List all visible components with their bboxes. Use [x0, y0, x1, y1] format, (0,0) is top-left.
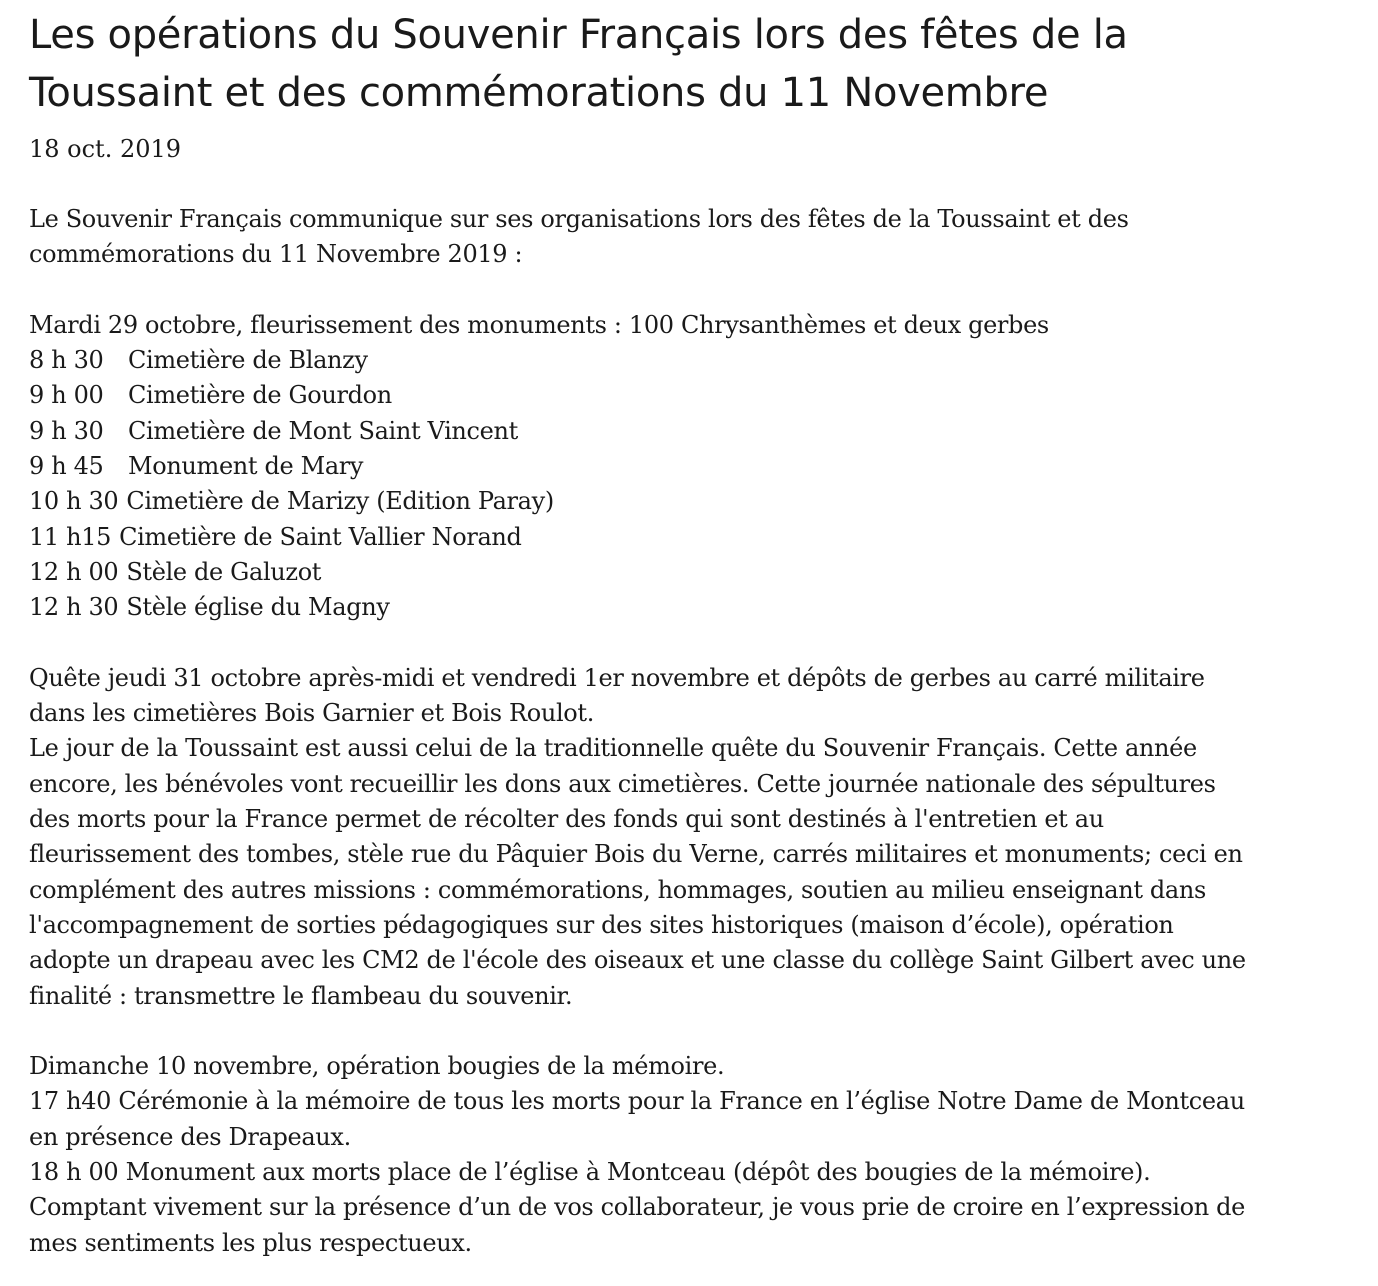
tuesday-schedule — [29, 343, 1358, 625]
text-line: des morts pour la France permet de récolter des fonds qui sont destinés à l'entretien et au — [29, 805, 1104, 834]
schedule-place: Monument de Mary — [128, 452, 364, 481]
text-line: l'accompagnement de sorties pédagogiques sur des sites historiques (maison d’école), opération — [29, 910, 1174, 939]
schedule-place: Stèle église du Magny — [126, 593, 390, 622]
schedule-place: Cimetière de Blanzy — [128, 346, 368, 375]
text-line: commémorations du 11 Novembre 2019 : — [29, 240, 523, 269]
schedule-row — [29, 484, 1358, 519]
text-line: en présence des Drapeaux. — [29, 1122, 351, 1151]
schedule-row — [29, 449, 1358, 484]
article-title-line: Les opérations du Souvenir Français lors des fêtes de la — [29, 12, 1128, 58]
schedule-time: 9 h 00 — [29, 381, 104, 410]
schedule-place: Cimetière de Marizy (Edition Paray) — [126, 487, 554, 516]
article-title — [29, 6, 1358, 122]
text-line: dans les cimetières Bois Garnier et Bois Roulot. — [29, 699, 594, 728]
schedule-place: Cimetière de Saint Vallier Norand — [119, 522, 522, 551]
schedule-time: 10 h 30 — [29, 487, 119, 516]
schedule-row — [29, 414, 1358, 449]
schedule-time: 11 h15 — [29, 522, 112, 551]
intro-paragraph — [29, 202, 1358, 273]
schedule-row — [29, 378, 1358, 413]
schedule-row — [29, 555, 1358, 590]
quete-paragraph — [29, 661, 1358, 1014]
text-line: fleurissement des tombes, stèle rue du Pâquier Bois du Verne, carrés militaires et monuments; ceci en — [29, 840, 1243, 869]
schedule-place: Cimetière de Gourdon — [128, 381, 392, 410]
text-line: complément des autres missions : commémorations, hommages, soutien au milieu enseignant dans — [29, 875, 1206, 904]
schedule-time: 9 h 30 — [29, 416, 104, 445]
text-line: finalité : transmettre le flambeau du souvenir. — [29, 981, 573, 1010]
schedule-row — [29, 590, 1358, 625]
text-line: 17 h40 Cérémonie à la mémoire de tous les morts pour la France en l’église Notre Dame de Montceau — [29, 1087, 1245, 1116]
text-line: Le Souvenir Français communique sur ses organisations lors des fêtes de la Toussaint et des — [29, 205, 1129, 233]
article-body — [29, 202, 1358, 1261]
text-line: mes sentiments les plus respectueux. — [29, 1228, 472, 1257]
article-title-line: Toussaint et des commémorations du 11 Novembre — [29, 70, 1049, 116]
sunday-paragraph — [29, 1049, 1358, 1261]
text-line: adopte un drapeau avec les CM2 de l'école des oiseaux et une classe du collège Saint Gilbert avec une — [29, 946, 1246, 975]
schedule-row — [29, 520, 1358, 555]
schedule-time: 12 h 00 — [29, 557, 119, 586]
text-line: Quête jeudi 31 octobre après-midi et vendredi 1er novembre et dépôts de gerbes au carré militaire — [29, 663, 1205, 692]
text-line: Dimanche 10 novembre, opération bougies de la mémoire. — [29, 1052, 725, 1081]
text-line: Le jour de la Toussaint est aussi celui de la traditionnelle quête du Souvenir Français. Cette année — [29, 734, 1197, 763]
text-line: encore, les bénévoles vont recueillir les dons aux cimetières. Cette journée nationale des sépultures — [29, 769, 1216, 798]
text-line: Comptant vivement sur la présence d’un de vos collaborateur, je vous prie de croire en l’expression de — [29, 1193, 1245, 1222]
schedule-time: 9 h 45 — [29, 452, 104, 481]
schedule-row — [29, 343, 1358, 378]
schedule-place: Stèle de Galuzot — [126, 557, 322, 586]
text-line: 18 h 00 Monument aux morts place de l’église à Montceau (dépôt des bougies de la mémoire). — [29, 1158, 1151, 1187]
schedule-place: Cimetière de Mont Saint Vincent — [128, 416, 518, 445]
schedule-time: 12 h 30 — [29, 593, 119, 622]
tuesday-section — [29, 308, 1358, 626]
article-date: 18 oct. 2019 — [29, 135, 182, 163]
tuesday-heading: Mardi 29 octobre, fleurissement des monuments : 100 Chrysanthèmes et deux gerbes — [29, 310, 1049, 339]
schedule-time: 8 h 30 — [29, 346, 104, 375]
